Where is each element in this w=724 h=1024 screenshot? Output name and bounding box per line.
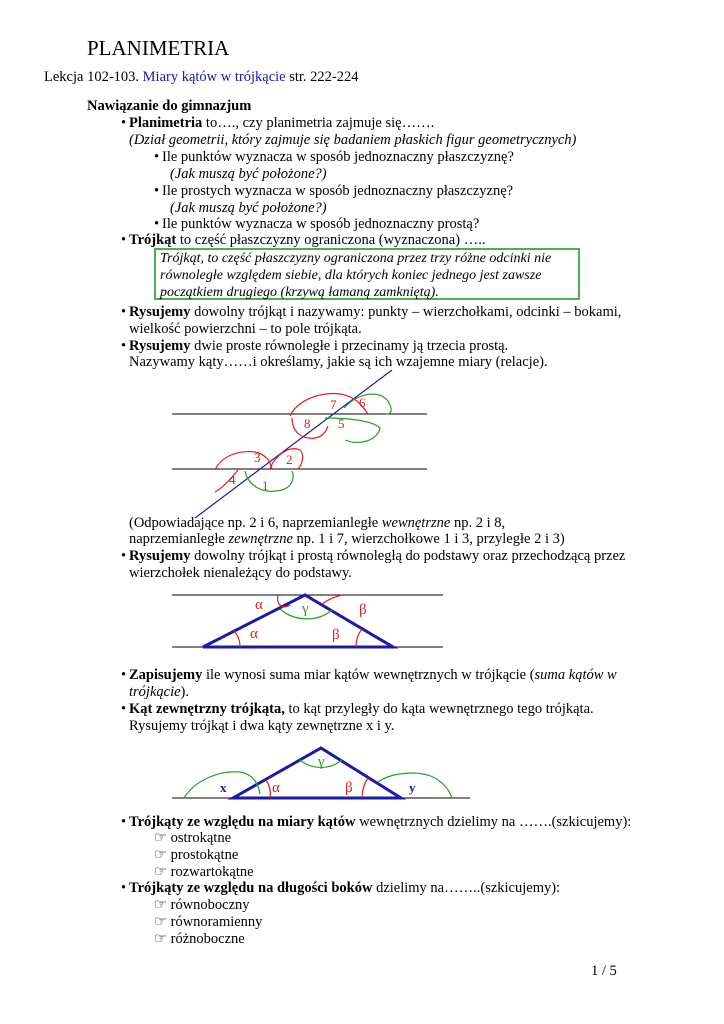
rysujemy-1: • Rysujemy dowolny trójkąt i nazywamy: punkty – wierzchołkami, odcinki – bokami, (121, 304, 622, 320)
zewnetrzny-line2: Rysujemy trójkąt i dwa kąty zewnętrzne x i y. (129, 718, 395, 734)
katy-list-item: ☞ ostrokątne (154, 830, 232, 846)
label-beta-base: β (332, 627, 340, 643)
relations-line-1: (Odpowiadające np. 2 i 6, naprzemianległe wewnętrzne np. 2 i 8, (129, 515, 506, 531)
pointer-icon: ☞ (154, 830, 167, 846)
label-gamma: γ (302, 601, 309, 617)
angle-label-8: 8 (304, 416, 311, 431)
label-y: y (409, 780, 416, 795)
angle-label-5: 5 (338, 416, 345, 431)
boki-list-item: ☞ różnoboczne (154, 931, 245, 947)
relations-line-2: naprzemianległe zewnętrzne np. 1 i 7, wierzchołkowe 1 i 3, przyległe 2 i 3) (129, 531, 565, 547)
question-2: • Ile prostych wyznacza w sposób jednoznaczny płaszczyznę? (154, 183, 514, 199)
podzial-boki-item: • Trójkąty ze względu na długości boków dzielimy na……..(szkicujemy): (121, 880, 561, 896)
angle-label-2: 2 (286, 452, 293, 467)
angle-label-1: 1 (262, 478, 269, 493)
katy-list-item: ☞ rozwartokątne (154, 864, 254, 880)
arc-interior-beta (362, 778, 368, 798)
pointer-icon: ☞ (154, 897, 167, 913)
angle-label-7: 7 (330, 397, 337, 412)
katy-list-item: ☞ prostokątne (154, 847, 239, 863)
question-3: • Ile punktów wyznacza w sposób jednoznaczny prostą? (154, 216, 480, 232)
trojkat-item: • Trójkąt to część płaszczyzny ograniczona (wyznaczona) ….. (121, 232, 486, 248)
rysujemy-3-line2: wierzchołek nienależący do podstawy. (129, 565, 352, 581)
page-number: 1 / 5 (591, 963, 617, 979)
planimetria-item: • Planimetria to…., czy planimetria zajmuje się……. (121, 115, 435, 131)
angle-label-3: 3 (254, 450, 261, 465)
rysujemy-2: • Rysujemy dwie proste równoległe i przecinamy ją trzecia prostą. (121, 338, 509, 354)
section-heading: Nawiązanie do gimnazjum (87, 98, 252, 114)
zapisujemy-item: • Zapisujemy ile wynosi suma miar kątów wewnętrznych w trójkącie (suma kątów w (121, 667, 617, 683)
page-title: PLANIMETRIA (87, 36, 230, 60)
angle-label-4: 4 (229, 472, 236, 487)
pointer-icon: ☞ (154, 914, 167, 930)
angle-label-6: 6 (359, 395, 366, 410)
label-x: x (220, 780, 227, 795)
boki-list-item: ☞ równoboczny (154, 897, 250, 913)
definition-box: Trójkąt, to część płaszczyzny ograniczona przez trzy różne odcinki nie równoległe względem siebie, dla których koniec jednego jest zawsze początkiem drugiego (krzywą łamaną zamkniętą). (154, 248, 580, 300)
label-beta-interior: β (345, 780, 353, 796)
zapisujemy-line2: trójkącie). (129, 684, 190, 700)
question-2-hint: (Jak muszą być położone?) (170, 200, 327, 216)
label-alpha-interior: α (272, 780, 280, 796)
lesson-prefix: Lekcja 102-103. (44, 69, 143, 85)
label-beta-top: β (359, 602, 367, 618)
label-alpha-base: α (250, 626, 258, 642)
lesson-topic: Miary kątów w trójkącie (142, 69, 286, 85)
rysujemy-1-line2: wielkość powierzchni – to pole trójkąta. (129, 321, 362, 337)
question-1-hint: (Jak muszą być położone?) (170, 166, 327, 182)
pointer-icon: ☞ (154, 864, 167, 880)
rysujemy-3: • Rysujemy dowolny trójkąt i prostą równoległą do podstawy oraz przechodzącą przez (121, 548, 626, 564)
triangle-2 (233, 748, 401, 798)
zewnetrzny-item: • Kąt zewnętrzny trójkąta, to kąt przyległy do kąta wewnętrznego tego trójkąta. (121, 701, 594, 717)
rysujemy-2-line2: Nazywamy kąty……i określamy, jakie są ich wzajemne miary (relacje). (129, 354, 548, 370)
boki-list-item: ☞ równoramienny (154, 914, 263, 930)
podzial-katy-item: • Trójkąty ze względu na miary kątów wewnętrznych dzielimy na …….(szkicujemy): (121, 814, 632, 830)
arc-interior-alpha (266, 780, 270, 798)
pointer-icon: ☞ (154, 847, 167, 863)
label-alpha-top: α (255, 597, 263, 613)
question-1: • Ile punktów wyznacza w sposób jednoznaczny płaszczyznę? (154, 149, 514, 165)
definition-hint: (Dział geometrii, który zajmuje się badaniem płaskich figur geometrycznych) (129, 132, 577, 148)
lesson-suffix: str. 222-224 (285, 69, 359, 85)
pointer-icon: ☞ (154, 931, 167, 947)
label-gamma-interior: γ (318, 754, 325, 770)
